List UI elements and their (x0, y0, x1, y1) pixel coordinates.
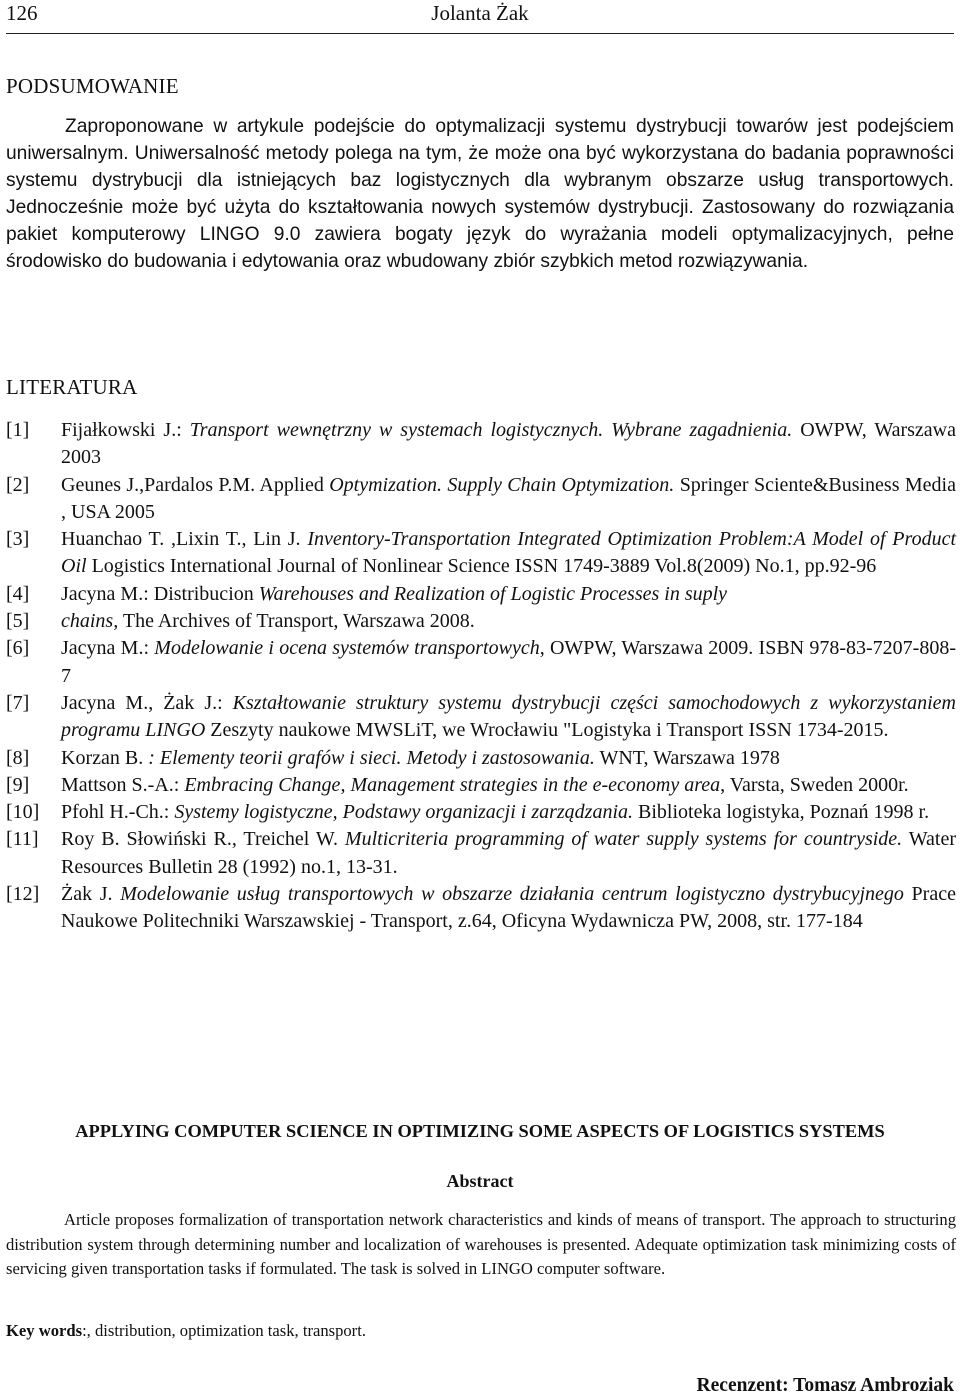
reference-segment: Korzan B. (61, 746, 149, 769)
reference-segment: Fijałkowski J.: (61, 419, 190, 441)
reference-item (6, 472, 956, 527)
reference-item (6, 690, 956, 745)
reference-number: [1] (6, 419, 30, 441)
reference-segment: Jacyna M.: Distribucion (61, 582, 259, 605)
reference-segment: Water Resources Bulletin 28 (1992) no.1, 13-31. (61, 828, 956, 878)
header-rule (6, 33, 954, 34)
reviewer: Recenzent: Tomasz Ambroziak (696, 1375, 954, 1396)
reference-text (61, 472, 956, 527)
reference-text (61, 881, 956, 936)
reference-title: : Elementy teorii grafów i sieci. Metody i zastosowania. (148, 746, 595, 769)
reference-segment: WNT, Warszawa 1978 (594, 746, 780, 769)
reference-segment: Geunes J.,Pardalos P.M. Applied (61, 473, 330, 496)
reference-text (61, 799, 956, 826)
reference-number: [7] (6, 691, 30, 714)
reference-text (61, 772, 956, 799)
reference-number: [12] (6, 883, 40, 906)
reference-title: Embracing Change, Management strategies in the e-economy area (184, 773, 721, 796)
reference-text (61, 690, 956, 745)
reference-title: chains, (61, 610, 119, 633)
reference-title: Modelowanie i ocena systemów transportowych (154, 637, 540, 660)
reference-segment: Zeszyty naukowe MWSLiT, we Wrocławiu "Logistyka i Transport ISSN 1734-2015. (205, 719, 889, 742)
reference-text (61, 826, 956, 881)
reference-number: [8] (6, 746, 30, 769)
reference-segment: The Archives of Transport, Warszawa 2008. (118, 610, 475, 633)
reference-segment: , Varsta, Sweden 2000r. (720, 773, 909, 796)
reference-number: [5] (6, 610, 30, 633)
keywords-text: :, distribution, optimization task, transport. (82, 1321, 366, 1340)
reference-text (61, 635, 956, 690)
reference-number: [3] (6, 528, 30, 551)
reference-segment: Springer Sciente&Business Media , USA 2005 (61, 473, 956, 523)
reference-segment: Żak J. (61, 883, 121, 906)
reference-number: [4] (6, 582, 30, 605)
reference-segment: Roy B. Słowiński R., Treichel W. (61, 828, 345, 851)
reference-item (6, 635, 956, 690)
reference-list (6, 417, 956, 936)
reference-title: Multicriteria programming of water supply systems for countryside. (344, 828, 903, 851)
reference-segment: Huanchao T. ,Lixin T., Lin J. (61, 528, 308, 551)
reference-item (6, 799, 956, 826)
reference-title: Kształtowanie struktury systemu dystrybucji części samochodowych z wykorzystaniem programu LINGO (61, 691, 956, 742)
reference-item (6, 745, 956, 772)
reference-segment: Jacyna M., Żak J.: (61, 691, 233, 714)
reference-title: Transport wewnętrzny w systemach logistycznych. Wybrane zagadnienia. (189, 419, 793, 441)
abstract-title: APPLYING COMPUTER SCIENCE IN OPTIMIZING SOME ASPECTS OF LOGISTICS SYSTEMS (75, 1121, 885, 1141)
reference-number: [2] (6, 473, 30, 496)
running-author: Jolanta Żak (431, 1, 529, 25)
keywords-label: Key words (6, 1321, 83, 1340)
reference-text (61, 417, 956, 472)
reference-text (61, 745, 956, 772)
reference-segment: Jacyna M.: (61, 637, 155, 660)
reference-text (61, 526, 956, 581)
reference-title: Modelowanie usług transportowych w obszarze działania centrum logistyczno dystrybucyjnego (120, 883, 904, 906)
reference-segment: , OWPW, Warszawa 2009. ISBN 978-83-7207-808-7 (61, 637, 957, 687)
section-title-references: LITERATURA (6, 375, 138, 399)
reference-item (6, 417, 956, 472)
reference-item (6, 772, 956, 799)
reference-text (61, 581, 956, 608)
reference-number: [9] (6, 773, 30, 796)
reference-segment: OWPW, Warszawa 2003 (61, 419, 956, 469)
reference-title: Systemy logistyczne, Podstawy organizacji i zarządzania. (174, 801, 634, 824)
reference-segment: Prace Naukowe Politechniki Warszawskiej - Transport, z.64, Oficyna Wydawnicza PW, 2008, str. 177-184 (61, 883, 956, 933)
reference-segment: Mattson S.-A.: (61, 773, 185, 796)
reference-item (6, 526, 956, 581)
reference-segment: Logistics International Journal of Nonlinear Science ISSN 1749-3889 Vol.8(2009) No.1, pp.92-96 (86, 555, 877, 578)
abstract-text: Article proposes formalization of transportation network characteristics and kinds of means of transport. The approach to structuring distribution system through determining number and localization of warehouses is presented. Adequate optimization task minimizing costs of servicing given transportation tasks if formulated. The task is solved in LINGO computer software. (6, 1210, 956, 1279)
reference-item (6, 881, 956, 936)
reference-title: Warehouses and Realization of Logistic Processes in suply (258, 582, 728, 605)
conclusion-paragraph: Zaproponowane w artykule podejście do optymalizacji systemu dystrybucji towarów jest podejściem uniwersalnym. Uniwersalność metody polega na tym, że może ona być wykorzystana do badania poprawności systemu dystrybucji dla istniejących baz logistycznych dla wybranym obszarze usług transportowych. Jednocześnie może być użyta do kształtowania nowych systemów dystrybucji. Zastosowany do rozwiązania pakiet komputerowy LINGO 9.0 zawiera bogaty język do wyrażania modeli optymalizacyjnych, pełne środowisko do budowania i edytowania oraz wbudowany zbiór szybkich metod rozwiązywania. (6, 116, 954, 272)
reference-item (6, 826, 956, 881)
reference-segment: Biblioteka logistyka, Poznań 1998 r. (633, 801, 930, 824)
reference-segment: Pfohl H.-Ch.: (61, 801, 175, 824)
reference-text (61, 608, 956, 635)
page-number: 126 (6, 1, 38, 25)
reference-item (6, 581, 956, 608)
reference-number: [11] (6, 828, 39, 851)
abstract-label: Abstract (446, 1171, 514, 1191)
reference-item (6, 608, 956, 635)
keywords-line (6, 1321, 366, 1341)
running-header (6, 0, 954, 30)
reference-title: Optymization. Supply Chain Optymization. (329, 473, 675, 496)
reference-number: [10] (6, 801, 40, 824)
reference-title: Inventory-Transportation Integrated Optimization Problem:A Model of Product Oil (61, 528, 956, 578)
reference-number: [6] (6, 637, 30, 660)
section-title-conclusion: PODSUMOWANIE (6, 74, 179, 98)
